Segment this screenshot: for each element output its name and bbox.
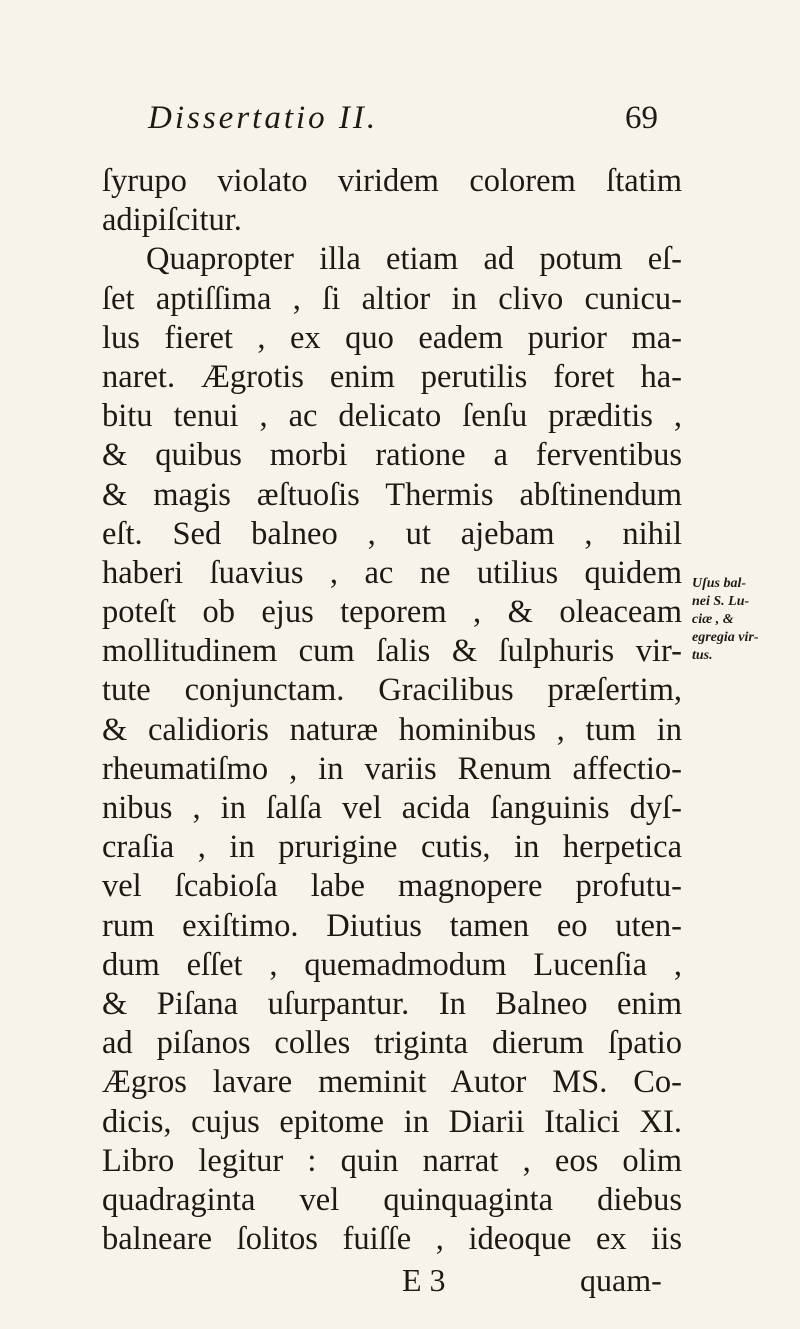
text-line: balneare ſolitos fuiſſe , ideoque ex iis: [102, 1221, 682, 1258]
text-line: lus fieret , ex quo eadem purior ma-: [102, 319, 682, 356]
text-line: naret. Ægrotis enim perutilis foret ha-: [102, 358, 682, 395]
running-title: Dissertatio II.: [148, 100, 379, 136]
text-line: ſyrupo violato viridem colorem ſtatim: [102, 163, 682, 199]
marginal-note: [692, 575, 792, 665]
text-line: haberi ſuavius , ac ne utilius quidem: [102, 554, 682, 591]
text-line: tute conjunctam. Gracilibus præſertim,: [102, 672, 682, 709]
text-line: Quapropter illa etiam ad potum eſ-: [146, 241, 682, 278]
marginal-note-line: nei S. Lu-: [692, 594, 750, 609]
text-line: rheumatiſmo , in variis Renum affectio-: [102, 750, 682, 787]
signature-mark: E 3: [402, 1262, 446, 1298]
text-line: poteſt ob ejus teporem , & oleaceam: [102, 594, 682, 631]
text-line: ad piſanos colles triginta dierum ſpatio: [102, 1025, 682, 1062]
marginal-note-line: tus.: [692, 648, 713, 663]
page-header: [148, 100, 658, 156]
text-line: nibus , in ſalſa vel acida ſanguinis dyſ-: [102, 790, 682, 826]
body-text: [102, 162, 682, 1259]
text-line: Libro legitur : quin narrat , eos olim: [102, 1142, 682, 1179]
text-line: & quibus morbi ratione a ferventibus: [102, 437, 682, 474]
page-footer: [0, 1262, 800, 1302]
text-line: adipiſcitur.: [102, 202, 242, 239]
text-line: vel ſcabioſa labe magnopere profutu-: [102, 868, 682, 905]
catchword: quam-: [580, 1262, 662, 1298]
text-line: ſet aptiſſima , ſi altior in clivo cunicu-: [102, 280, 682, 317]
marginal-note-line: egregia vir-: [692, 630, 759, 645]
text-line: dicis, cujus epitome in Diarii Italici XI.: [102, 1103, 682, 1140]
page-number: 69: [625, 100, 658, 136]
text-line: dum eſſet , quemadmodum Lucenſia ,: [102, 946, 682, 983]
text-line: eſt. Sed balneo , ut ajebam , nihil: [102, 515, 682, 552]
text-line: craſia , in prurigine cutis, in herpetica: [102, 829, 682, 866]
marginal-note-line: Uſus bal-: [692, 576, 747, 591]
text-line: & calidioris naturæ hominibus , tum in: [102, 711, 682, 748]
marginal-note-line: ciæ , &: [692, 612, 734, 627]
text-line: & Piſana uſurpantur. In Balneo enim: [102, 985, 682, 1022]
text-line: quadraginta vel quinquaginta diebus: [102, 1181, 682, 1218]
text-line: rum exiſtimo. Diutius tamen eo uten-: [102, 907, 682, 944]
text-line: mollitudinem cum ſalis & ſulphuris vir-: [102, 633, 682, 670]
text-line: bitu tenui , ac delicato ſenſu præditis ,: [102, 398, 682, 435]
text-line: & magis æſtuoſis Thermis abſtinendum: [102, 476, 682, 513]
text-line: Ægros lavare meminit Autor MS. Co-: [102, 1064, 682, 1101]
